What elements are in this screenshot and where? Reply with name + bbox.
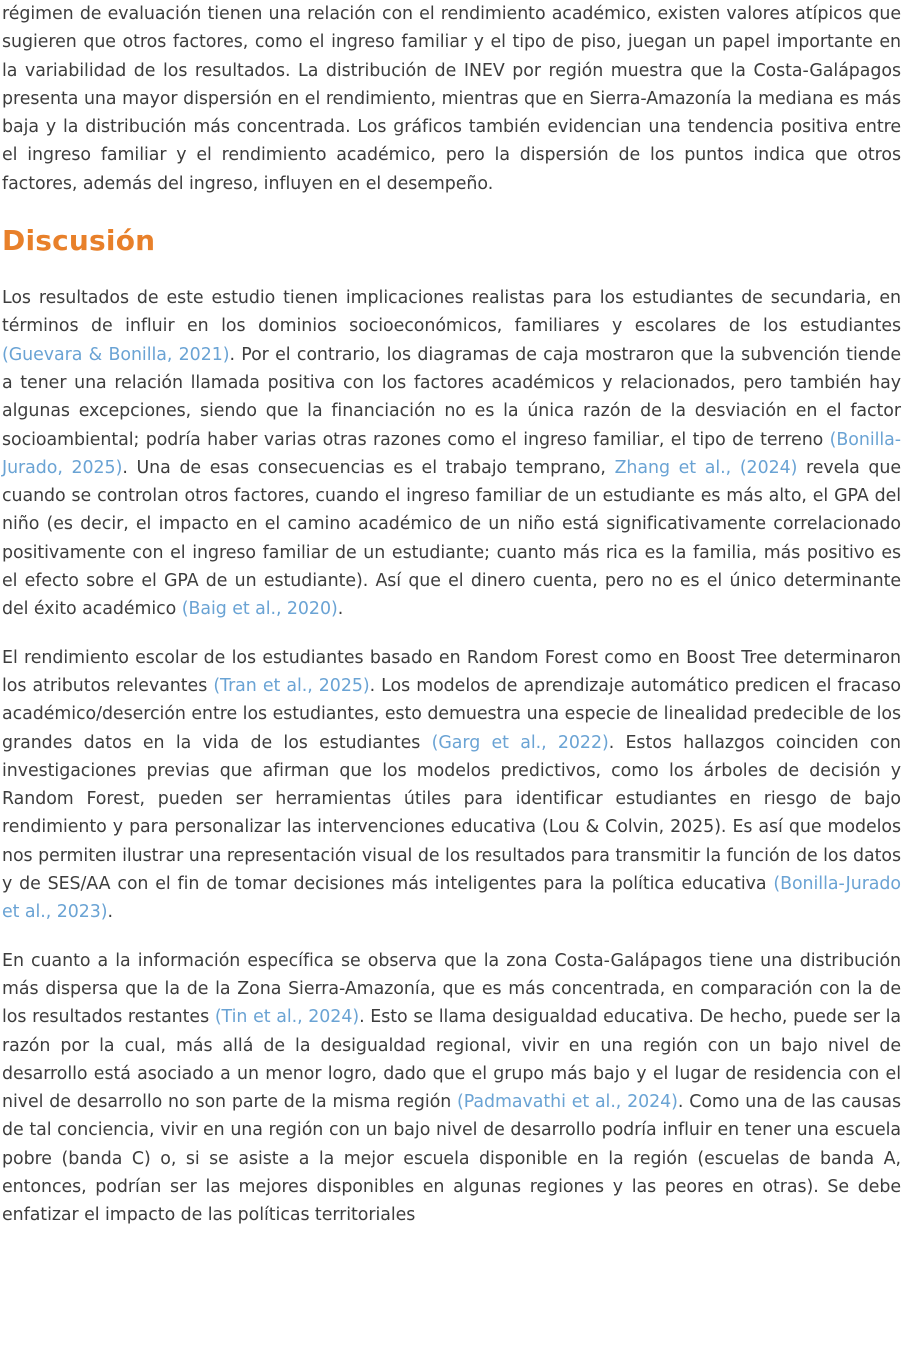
text-segment: . Por el contrario, los diagramas de caja mostraron que la subvención tiende a tener una relación llamada positiva con los factores académicos y relacionados, pero también hay algunas excepciones, siendo que la financiación no es la única razón de la desviación en el factor socioambiental; podría haber varias otras razones como el ingreso familiar, el tipo de terreno [2, 344, 901, 450]
text-segment: . Los modelos de aprendizaje automático predicen el fracaso académico/deserción entre los estudiantes, esto demuestra una especie de linealidad predecible de los grandes datos en la vida de los estudiantes [2, 675, 902, 753]
text-segment: . [337, 599, 344, 620]
text-segment: El rendimiento escolar de los estudiantes basado en Random Forest como en Boost Tree determinaron los atributos relevantes [2, 647, 901, 696]
text-segment: revela que cuando se controlan otros factores, cuando el ingreso familiar de un estudiante es más alto, el GPA del niño (es decir, el impacto en el camino académico de un niño está significativamente correlacionado positivamente con el ingreso familiar de un estudiante; cuanto más rica es la familia, más positivo es el efecto sobre el GPA de un estudiante). Así que el dinero cuenta, pero no es el único determinante del éxito académico [2, 457, 901, 620]
citation[interactable]: (Padmavathi et al., 2024) [457, 1092, 678, 1113]
discussion-paragraph-3 [2, 947, 901, 1230]
paragraph-continuation: régimen de evaluación tienen una relación con el rendimiento académico, existen valores atípicos que sugieren que otros factores, como el ingreso familiar y el tipo de piso, juegan un papel importante en la variabilidad de los resultados. La distribución de INEV por región muestra que la Costa-Galápagos presenta una mayor dispersión en el rendimiento, mientras que en Sierra-Amazonía la mediana es más baja y la distribución más concentrada. Los gráficos también evidencian una tendencia positiva entre el ingreso familiar y el rendimiento académico, pero la dispersión de los puntos indica que otros factores, además del ingreso, influyen en el desempeño. [2, 4, 901, 194]
citation[interactable]: (Baig et al., 2020) [181, 599, 338, 620]
text-segment: Los resultados de este estudio tienen implicaciones realistas para los estudiantes de secundaria, en términos de influir en los dominios socioeconómicos, familiares y escolares de los estudiantes [2, 288, 901, 337]
discussion-paragraph-1 [2, 284, 901, 624]
citation[interactable]: (Garg et al., 2022) [431, 732, 609, 753]
citation[interactable]: (Tran et al., 2025) [213, 675, 370, 696]
citation[interactable]: (Bonilla-Jurado, 2025) [2, 429, 901, 478]
text-segment: . Esto se llama desigualdad educativa. De hecho, puede ser la razón por la cual, más allá de la desigualdad regional, vivir en una región con un bajo nivel de desarrollo está asociado a un menor logro, dado que el grupo más bajo y el lugar de residencia con el nivel de desarrollo no son parte de la misma región [2, 1007, 901, 1113]
citation[interactable]: (Guevara & Bonilla, 2021) [2, 344, 230, 365]
text-segment: . Estos hallazgos coinciden con investigaciones previas que afirman que los modelos predictivos, como los árboles de decisión y Random Forest, pueden ser herramientas útiles para identificar estudiantes en riesgo de bajo rendimiento y para personalizar las intervenciones educativa (Lou & Colvin, 2025). Es así que modelos nos permiten ilustrar una representación visual de los resultados para transmitir la función de los datos y de SES/AA con el fin de tomar decisiones más inteligentes para la política educativa [2, 732, 902, 895]
citation[interactable]: Zhang et al., (2024) [614, 457, 798, 478]
text-segment: . Una de esas consecuencias es el trabajo temprano, [122, 457, 615, 478]
text-segment: . Como una de las causas de tal conciencia, vivir en una región con un bajo nivel de desarrollo podría influir en tener una escuela pobre (banda C) o, si se asiste a la mejor escuela disponible en la región (escuelas de banda A, entonces, podrían ser las mejores disponibles en algunas regiones y las peores en otras). Se debe enfatizar el impacto de las políticas territoriales [2, 1092, 902, 1226]
text-segment: . [107, 902, 113, 923]
citation[interactable]: (Tin et al., 2024) [214, 1007, 360, 1028]
text-segment: En cuanto a la información específica se observa que la zona Costa-Galápagos tiene una distribución más dispersa que la de la Zona Sierra-Amazonía, que es más concentrada, en comparación con la de los resultados restantes [2, 950, 901, 1028]
discussion-paragraph-2 [2, 644, 901, 927]
section-heading-discusion: Discusión [2, 224, 156, 258]
citation[interactable]: (Bonilla-Jurado et al., 2023) [2, 874, 901, 923]
